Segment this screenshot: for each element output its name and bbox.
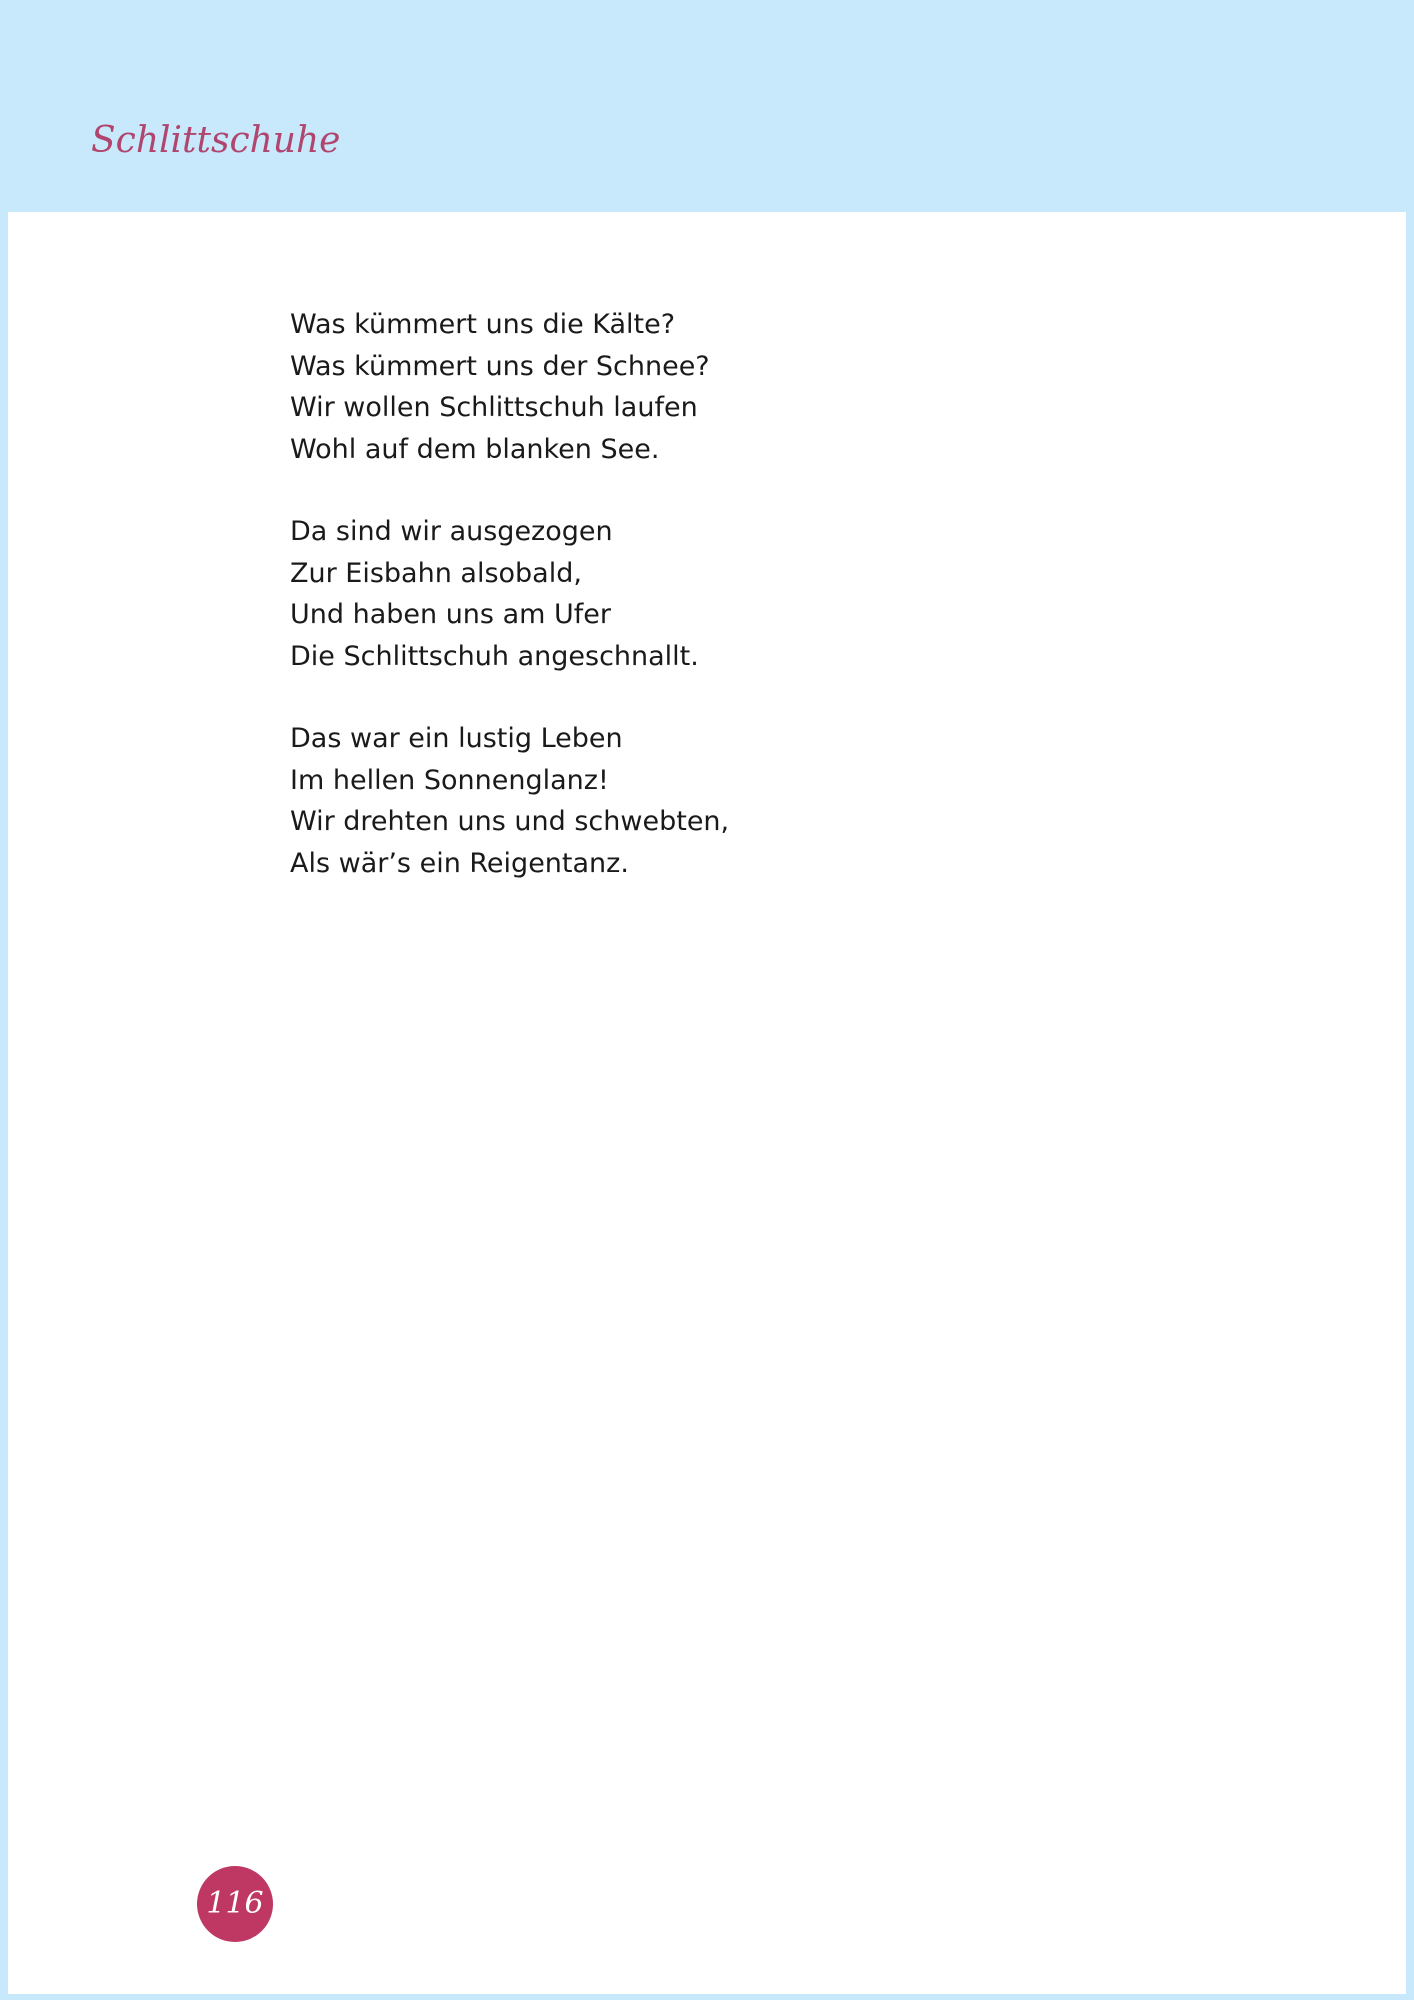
stanza-2 [290, 511, 1190, 677]
header-band [0, 0, 1414, 212]
verse-line: Was kümmert uns die Kälte? [290, 309, 676, 340]
verse-line: Das war ein lustig Leben [290, 723, 623, 754]
verse-line: Die Schlittschuh angeschnallt. [290, 640, 699, 672]
stanza-1 [290, 304, 1190, 470]
content-sheet [8, 212, 1406, 1994]
stanza-3 [290, 718, 1190, 884]
verse-line: Wohl auf dem blanken See. [290, 433, 660, 465]
page-title: Schlittschuhe [91, 120, 341, 161]
verse-line: Da sind wir ausgezogen [290, 516, 613, 547]
verse-line: Und haben uns am Ufer [290, 599, 611, 630]
verse-line: Im hellen Sonnenglanz! [290, 764, 609, 796]
verse-line: Zur Eisbahn alsobald, [290, 557, 582, 589]
verse-line: Wir wollen Schlittschuh laufen [290, 392, 698, 423]
verse-line: Als wär’s ein Reigentanz. [290, 847, 629, 879]
poem [290, 304, 1190, 925]
verse-line: Wir drehten uns und schwebten, [290, 806, 730, 837]
page-number-badge: 116 [197, 1866, 273, 1942]
verse-line: Was kümmert uns der Schnee? [290, 350, 710, 382]
